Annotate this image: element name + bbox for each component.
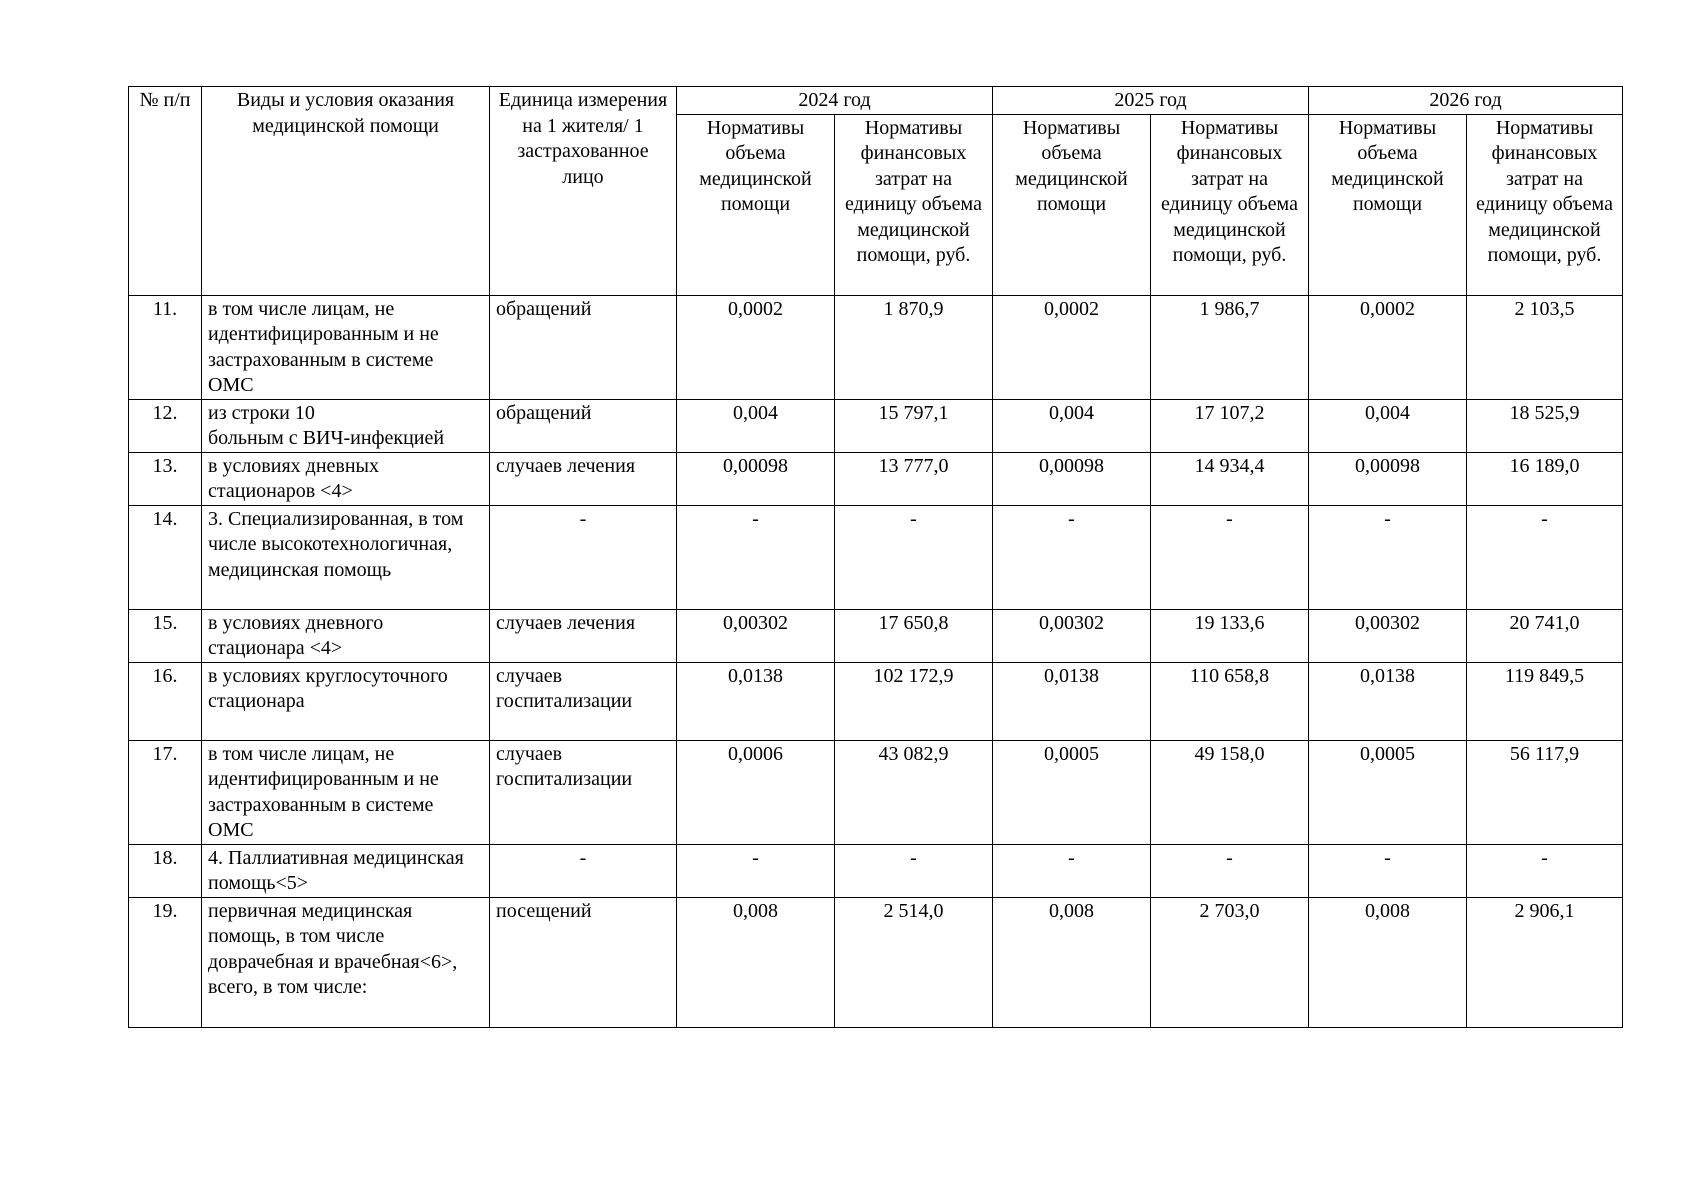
header-cost-2024: Нормативы финансовых затрат на единицу объема медицинской помощи, руб.: [835, 114, 993, 295]
table-row: [129, 662, 1623, 740]
table-row: [129, 295, 1623, 399]
header-num: № п/п: [129, 87, 202, 296]
header-cost-2026: Нормативы финансовых затрат на единицу объема медицинской помощи, руб.: [1467, 114, 1623, 295]
row-cost-2026: 119 849,5: [1467, 662, 1623, 740]
row-name: из строки 10 больным с ВИЧ-инфекцией: [202, 399, 490, 452]
row-number: 13.: [129, 452, 202, 505]
row-volume-2025: 0,0002: [993, 295, 1151, 399]
row-volume-2026: 0,00302: [1309, 609, 1467, 662]
row-number: 11.: [129, 295, 202, 399]
row-name: первичная медицинская помощь, в том числе доврачебная и врачебная<6>, всего, в том числе:: [202, 897, 490, 1027]
row-volume-2026: 0,008: [1309, 897, 1467, 1027]
norms-table: [128, 86, 1623, 1028]
row-cost-2024: 43 082,9: [835, 740, 993, 844]
row-number: 14.: [129, 505, 202, 609]
row-volume-2026: -: [1309, 505, 1467, 609]
table-header: [129, 87, 1623, 296]
row-unit: посещений: [490, 897, 677, 1027]
row-cost-2026: 20 741,0: [1467, 609, 1623, 662]
row-cost-2026: -: [1467, 505, 1623, 609]
header-year-2026: 2026 год: [1309, 87, 1623, 115]
row-cost-2026: 2 906,1: [1467, 897, 1623, 1027]
row-cost-2025: 2 703,0: [1151, 897, 1309, 1027]
row-volume-2025: 0,008: [993, 897, 1151, 1027]
row-volume-2026: 0,004: [1309, 399, 1467, 452]
header-cost-2025: Нормативы финансовых затрат на единицу объема медицинской помощи, руб.: [1151, 114, 1309, 295]
row-cost-2024: 102 172,9: [835, 662, 993, 740]
row-unit: случаев госпитализации: [490, 740, 677, 844]
header-year-2024: 2024 год: [677, 87, 993, 115]
table-row: [129, 399, 1623, 452]
row-name: в том числе лицам, не идентифицированным и не застрахованным в системе ОМС: [202, 740, 490, 844]
table-row: [129, 609, 1623, 662]
row-volume-2025: 0,0005: [993, 740, 1151, 844]
row-cost-2026: -: [1467, 844, 1623, 897]
row-volume-2026: -: [1309, 844, 1467, 897]
header-volume-2025: Нормативы объема медицинской помощи: [993, 114, 1151, 295]
row-volume-2024: 0,0002: [677, 295, 835, 399]
row-number: 16.: [129, 662, 202, 740]
row-cost-2025: 110 658,8: [1151, 662, 1309, 740]
row-volume-2024: -: [677, 505, 835, 609]
table-row: [129, 844, 1623, 897]
row-number: 19.: [129, 897, 202, 1027]
table-body: [129, 295, 1623, 1027]
row-unit: обращений: [490, 399, 677, 452]
row-cost-2026: 18 525,9: [1467, 399, 1623, 452]
row-number: 15.: [129, 609, 202, 662]
row-unit: -: [490, 505, 677, 609]
row-volume-2024: 0,00302: [677, 609, 835, 662]
row-cost-2024: 13 777,0: [835, 452, 993, 505]
row-cost-2026: 2 103,5: [1467, 295, 1623, 399]
row-cost-2025: 1 986,7: [1151, 295, 1309, 399]
row-number: 17.: [129, 740, 202, 844]
row-cost-2025: 14 934,4: [1151, 452, 1309, 505]
row-volume-2025: -: [993, 505, 1151, 609]
row-volume-2025: 0,0138: [993, 662, 1151, 740]
header-year-2025: 2025 год: [993, 87, 1309, 115]
row-unit: случаев лечения: [490, 609, 677, 662]
row-volume-2025: 0,00098: [993, 452, 1151, 505]
row-name: 3. Специализированная, в том числе высокотехнологичная, медицинская помощь: [202, 505, 490, 609]
row-name: в условиях дневных стационаров <4>: [202, 452, 490, 505]
row-cost-2025: 19 133,6: [1151, 609, 1309, 662]
row-cost-2026: 56 117,9: [1467, 740, 1623, 844]
table-row: [129, 897, 1623, 1027]
row-volume-2024: 0,008: [677, 897, 835, 1027]
row-unit: случаев лечения: [490, 452, 677, 505]
header-type: Виды и условия оказания медицинской помощи: [202, 87, 490, 296]
row-cost-2024: -: [835, 505, 993, 609]
row-cost-2024: 15 797,1: [835, 399, 993, 452]
row-volume-2024: 0,00098: [677, 452, 835, 505]
row-volume-2026: 0,00098: [1309, 452, 1467, 505]
row-cost-2026: 16 189,0: [1467, 452, 1623, 505]
row-name: в условиях круглосуточного стационара: [202, 662, 490, 740]
table-row: [129, 740, 1623, 844]
header-volume-2026: Нормативы объема медицинской помощи: [1309, 114, 1467, 295]
header-unit: Единица измерения на 1 жителя/ 1 застрахованное лицо: [490, 87, 677, 296]
row-volume-2024: -: [677, 844, 835, 897]
row-cost-2025: -: [1151, 505, 1309, 609]
row-name: в том числе лицам, не идентифицированным и не застрахованным в системе ОМС: [202, 295, 490, 399]
row-volume-2025: 0,00302: [993, 609, 1151, 662]
header-volume-2024: Нормативы объема медицинской помощи: [677, 114, 835, 295]
row-cost-2025: 49 158,0: [1151, 740, 1309, 844]
row-cost-2025: 17 107,2: [1151, 399, 1309, 452]
row-cost-2024: -: [835, 844, 993, 897]
row-volume-2025: 0,004: [993, 399, 1151, 452]
table-row: [129, 452, 1623, 505]
row-volume-2026: 0,0005: [1309, 740, 1467, 844]
row-cost-2024: 1 870,9: [835, 295, 993, 399]
row-volume-2025: -: [993, 844, 1151, 897]
row-volume-2026: 0,0002: [1309, 295, 1467, 399]
row-volume-2024: 0,004: [677, 399, 835, 452]
row-number: 12.: [129, 399, 202, 452]
table-row: [129, 505, 1623, 609]
row-unit: случаев госпитализации: [490, 662, 677, 740]
row-unit: обращений: [490, 295, 677, 399]
row-name: в условиях дневного стационара <4>: [202, 609, 490, 662]
row-cost-2024: 17 650,8: [835, 609, 993, 662]
row-volume-2024: 0,0006: [677, 740, 835, 844]
row-cost-2024: 2 514,0: [835, 897, 993, 1027]
row-volume-2026: 0,0138: [1309, 662, 1467, 740]
row-name: 4. Паллиативная медицинская помощь<5>: [202, 844, 490, 897]
row-cost-2025: -: [1151, 844, 1309, 897]
row-volume-2024: 0,0138: [677, 662, 835, 740]
row-unit: -: [490, 844, 677, 897]
row-number: 18.: [129, 844, 202, 897]
